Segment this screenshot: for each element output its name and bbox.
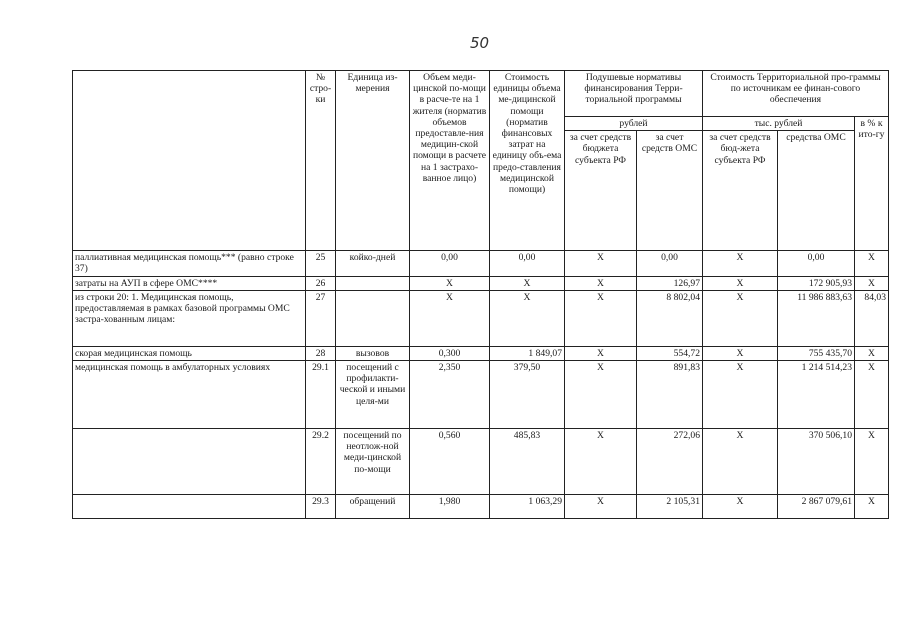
row-volume: Х (410, 290, 490, 346)
header-budget-rf-thousand: за счет средств бюд-жета субъекта РФ (703, 131, 778, 251)
row-pct: Х (855, 251, 889, 276)
row-pc-budget: Х (565, 429, 637, 495)
row-pc-budget: Х (565, 346, 637, 360)
row-no: 28 (306, 346, 336, 360)
header-volume: Объем меди-цинской по-мощи в расче-те на 1 жителя (норматив объемов предоставле-ния медицин-ской помощи в расчете на 1 застрахо-ванное лицо) (410, 71, 490, 251)
header-rubles: рублей (565, 117, 703, 131)
row-unit: обращений (336, 495, 410, 519)
header-row-no: № стро-ки (306, 71, 336, 251)
row-name: из строки 20: 1. Медицинская помощь, предоставляемая в рамках базовой программы ОМС застра-хованным лицам: (73, 290, 306, 346)
row-name (73, 429, 306, 495)
page-number: 50 (470, 34, 490, 52)
row-volume: 2,350 (410, 361, 490, 429)
row-tc-budget: Х (703, 495, 778, 519)
row-tc-oms: 11 986 883,63 (778, 290, 855, 346)
table-row (73, 276, 889, 290)
row-unit: койко-дней (336, 251, 410, 276)
row-tc-oms: 2 867 079,61 (778, 495, 855, 519)
table-row (73, 290, 889, 346)
row-tc-budget: Х (703, 361, 778, 429)
row-name (73, 495, 306, 519)
row-tc-budget: Х (703, 290, 778, 346)
row-pc-oms: 554,72 (637, 346, 703, 360)
row-tc-budget: Х (703, 429, 778, 495)
table-row (73, 361, 889, 429)
row-volume: 0,00 (410, 251, 490, 276)
header-oms-funds: средства ОМС (778, 131, 855, 251)
row-volume: 1,980 (410, 495, 490, 519)
table-row (73, 346, 889, 360)
row-tc-budget: Х (703, 346, 778, 360)
table-row (73, 251, 889, 276)
row-pc-oms: 891,83 (637, 361, 703, 429)
row-pc-budget: Х (565, 495, 637, 519)
row-cost: 485,83 (490, 429, 565, 495)
row-tc-oms: 172 905,93 (778, 276, 855, 290)
row-pc-oms: 2 105,31 (637, 495, 703, 519)
header-thousand-rubles: тыс. рублей (703, 117, 855, 131)
row-pct: Х (855, 495, 889, 519)
row-tc-oms: 370 506,10 (778, 429, 855, 495)
row-tc-oms: 0,00 (778, 251, 855, 276)
row-tc-oms: 1 214 514,23 (778, 361, 855, 429)
row-pct: 84,03 (855, 290, 889, 346)
row-no: 27 (306, 290, 336, 346)
row-pct: Х (855, 346, 889, 360)
row-cost: 1 063,29 (490, 495, 565, 519)
row-unit: вызовов (336, 346, 410, 360)
row-tc-oms: 755 435,70 (778, 346, 855, 360)
row-unit (336, 276, 410, 290)
table-row (73, 429, 889, 495)
row-name: паллиативная медицинская помощь*** (равно строке 37) (73, 251, 306, 276)
row-name: затраты на АУП в сфере ОМС**** (73, 276, 306, 290)
row-no: 26 (306, 276, 336, 290)
row-no: 29.1 (306, 361, 336, 429)
row-cost: Х (490, 290, 565, 346)
header-program-cost: Стоимость Территориальной про-граммы по источникам ее финан-сового обеспечения (703, 71, 889, 117)
row-name: медицинская помощь в амбулаторных условиях (73, 361, 306, 429)
row-unit: посещений по неотлож-ной меди-цинской по-мощи (336, 429, 410, 495)
row-pc-budget: Х (565, 361, 637, 429)
header-per-capita: Подушевые нормативы финансирования Терри-ториальной программы (565, 71, 703, 117)
table-row (73, 495, 889, 519)
row-volume: 0,560 (410, 429, 490, 495)
row-pc-oms: 126,97 (637, 276, 703, 290)
row-cost: 379,50 (490, 361, 565, 429)
row-pc-budget: Х (565, 276, 637, 290)
row-pc-oms: 272,06 (637, 429, 703, 495)
row-no: 29.3 (306, 495, 336, 519)
header-budget-rf: за счет средств бюджета субъекта РФ (565, 131, 637, 251)
row-unit (336, 290, 410, 346)
row-pct: Х (855, 361, 889, 429)
row-pc-budget: Х (565, 290, 637, 346)
row-pc-oms: 0,00 (637, 251, 703, 276)
row-pct: Х (855, 429, 889, 495)
row-cost: Х (490, 276, 565, 290)
header-percent-total: в % к ито-гу (855, 117, 889, 251)
header-oms: за счет средств ОМС (637, 131, 703, 251)
row-no: 25 (306, 251, 336, 276)
financing-table (72, 70, 889, 519)
row-tc-budget: Х (703, 251, 778, 276)
row-name: скорая медицинская помощь (73, 346, 306, 360)
row-unit: посещений с профилакти-ческой и иными целя-ми (336, 361, 410, 429)
row-pc-budget: Х (565, 251, 637, 276)
header-unit: Единица из-мерения (336, 71, 410, 251)
row-tc-budget: Х (703, 276, 778, 290)
row-pct: Х (855, 276, 889, 290)
header-cost: Стоимость единицы объема ме-дицинской помощи (норматив финансовых затрат на единицу объ-ема предо-ставления медицинской помощи) (490, 71, 565, 251)
row-cost: 0,00 (490, 251, 565, 276)
row-pc-oms: 8 802,04 (637, 290, 703, 346)
row-no: 29.2 (306, 429, 336, 495)
row-volume: Х (410, 276, 490, 290)
row-volume: 0,300 (410, 346, 490, 360)
header-name-empty (73, 71, 306, 251)
row-cost: 1 849,07 (490, 346, 565, 360)
